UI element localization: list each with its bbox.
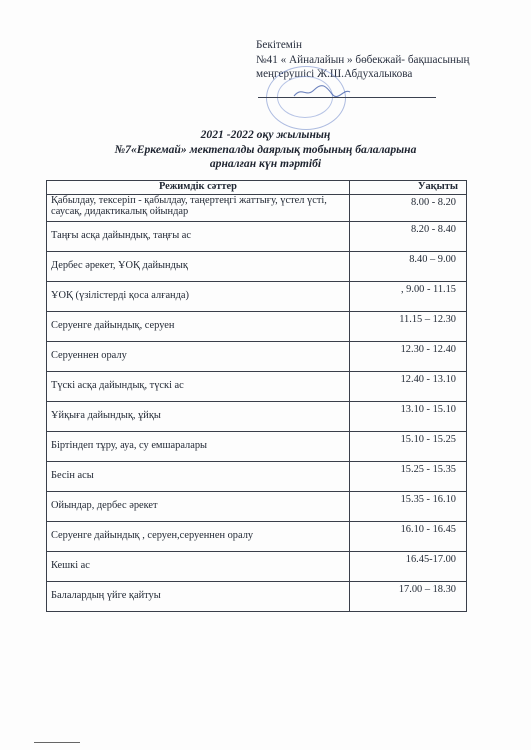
time-cell: 11.15 – 12.30 xyxy=(349,312,466,342)
activity-cell: Ойындар, дербес әрекет xyxy=(47,492,350,522)
table-row xyxy=(47,222,467,252)
table-row xyxy=(47,252,467,282)
table-row xyxy=(47,552,467,582)
activity-cell: Қабылдау, тексеріп - қабылдау, таңертеңгі жаттығу, үстел үсті, саусақ, дидактикалық ойындар xyxy=(47,195,350,222)
title-line-2: №7«Еркемай» мектепалды даярлық тобының балаларына xyxy=(114,142,417,156)
activity-cell: Бесін асы xyxy=(47,462,350,492)
time-cell: 15.35 - 16.10 xyxy=(349,492,466,522)
table-row xyxy=(47,312,467,342)
time-cell: 12.30 - 12.40 xyxy=(349,342,466,372)
table-header-row xyxy=(47,181,467,195)
document-title xyxy=(0,128,531,172)
time-cell: 13.10 - 15.10 xyxy=(349,402,466,432)
table-row xyxy=(47,492,467,522)
activity-cell: Түскі асқа дайындық, түскі ас xyxy=(47,372,350,402)
time-cell: 16.10 - 16.45 xyxy=(349,522,466,552)
title-line-1: 2021 -2022 оқу жылының xyxy=(200,128,331,141)
time-cell: 8.40 – 9.00 xyxy=(349,252,466,282)
table-row xyxy=(47,195,467,222)
table-row xyxy=(47,282,467,312)
table-row xyxy=(47,372,467,402)
table-row xyxy=(47,342,467,372)
approval-line-1: Бекітемін xyxy=(256,39,302,51)
table-row xyxy=(47,402,467,432)
activity-cell: Балалардың үйге қайтуы xyxy=(47,582,350,612)
title-line-3: арналған күн тәртібі xyxy=(209,157,322,171)
time-cell: 15.10 - 15.25 xyxy=(349,432,466,462)
activity-cell: Біртіндеп тұру, ауа, су емшаралары xyxy=(47,432,350,462)
activity-cell: Кешкі ас xyxy=(47,552,350,582)
time-cell: 16.45-17.00 xyxy=(349,552,466,582)
time-cell: 12.40 - 13.10 xyxy=(349,372,466,402)
activity-cell: ҰОҚ (үзілістерді қоса алғанда) xyxy=(47,282,350,312)
header-time: Уақыты xyxy=(349,181,466,195)
approval-line-2: №41 « Айналайын » бөбекжай- бақшасының xyxy=(256,53,470,66)
signature-line xyxy=(258,97,436,98)
activity-cell: Таңғы асқа дайындық, таңғы ас xyxy=(47,222,350,252)
time-cell: 15.25 - 15.35 xyxy=(349,462,466,492)
activity-cell: Дербес әрекет, ҰОҚ дайындық xyxy=(47,252,350,282)
time-cell: 17.00 – 18.30 xyxy=(349,582,466,612)
activity-cell: Ұйқыға дайындық, ұйқы xyxy=(47,402,350,432)
activity-cell: Серуеннен оралу xyxy=(47,342,350,372)
approval-line-3: меңгерушісі Ж.Ш.Абдухалыкова xyxy=(256,68,413,80)
activity-cell: Серуенге дайындық, серуен xyxy=(47,312,350,342)
time-cell: , 9.00 - 11.15 xyxy=(349,282,466,312)
footer-mark xyxy=(34,742,80,743)
time-cell: 8.00 - 8.20 xyxy=(349,195,466,222)
table-row xyxy=(47,522,467,552)
schedule-table xyxy=(46,180,467,612)
time-cell: 8.20 - 8.40 xyxy=(349,222,466,252)
table-row xyxy=(47,582,467,612)
table-row xyxy=(47,432,467,462)
table-row xyxy=(47,462,467,492)
header-activity: Режимдік сәттер xyxy=(47,181,350,195)
activity-cell: Серуенге дайындық , серуен,серуеннен оралу xyxy=(47,522,350,552)
